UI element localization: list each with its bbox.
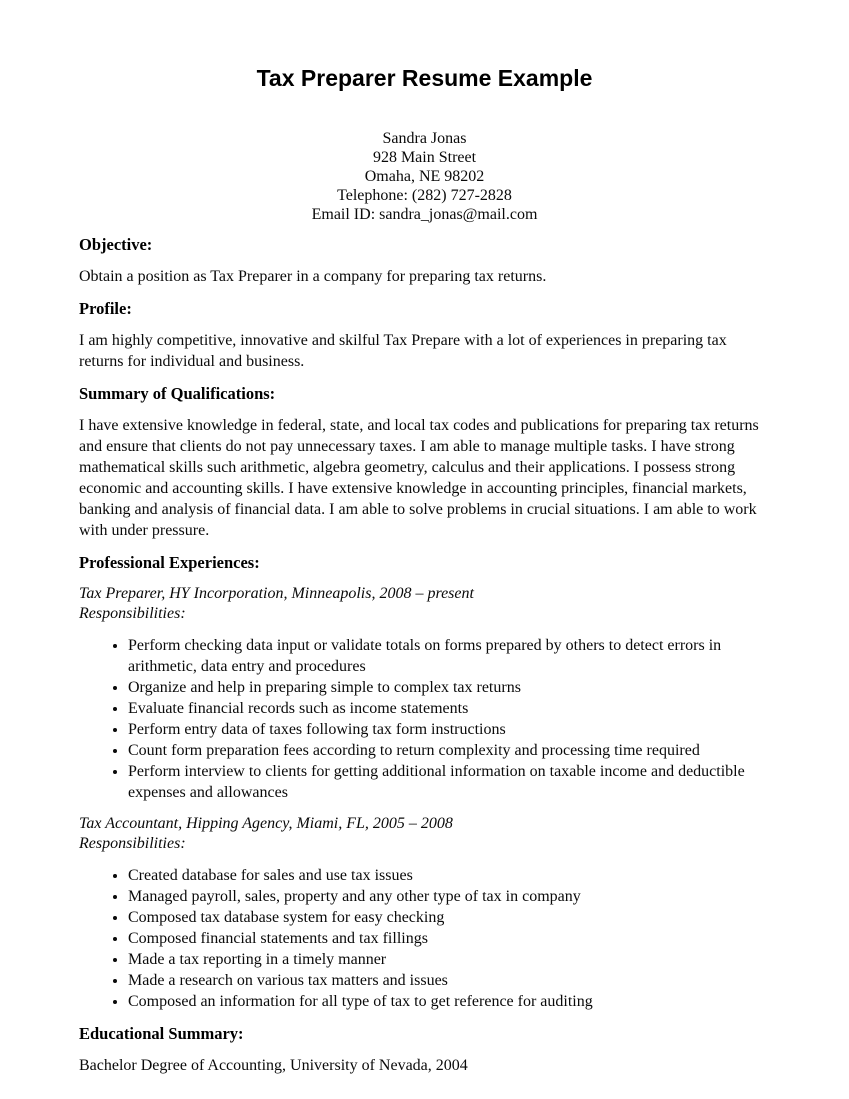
contact-street: 928 Main Street [372,149,477,166]
job-1-responsibilities-list [79,635,770,803]
responsibility-bullet-item: • Evaluate financial records such as income statements [128,698,770,719]
job-2-responsibilities-list [79,865,770,1012]
summary-of-qualifications-heading: Summary of Qualifications: [79,384,276,403]
contact-name: Sandra Jonas [382,130,467,147]
responsibility-bullet-item: • Created database for sales and use tax issues [128,865,770,886]
responsibility-bullet-item: • Made a tax reporting in a timely manner [128,949,770,970]
contact-email: Email ID: sandra_jonas@mail.com [311,206,538,223]
responsibility-bullet-item: • Perform checking data input or validate totals on forms prepared by others to detect errors in arithmetic, data entry and procedures [128,635,770,677]
profile-heading: Profile: [79,299,132,318]
educational-summary-text: Bachelor Degree of Accounting, University of Nevada, 2004 [79,1057,468,1074]
summary-of-qualifications-text: I have extensive knowledge in federal, state, and local tax codes and publications for preparing tax returns and ensure that clients do not pay unnecessary taxes. I am able to manage multiple tasks. I have strong mathematical skills such arithmetic, algebra geometry, calculus and their applications. I possess strong economic and accounting skills. I have extensive knowledge in accounting principles, financial markets, banking and analysis of financial data. I am able to solve problems in crucial situations. I am able to work with under pressure. [79,417,759,539]
responsibility-bullet-item: • Organize and help in preparing simple to complex tax returns [128,677,770,698]
contact-phone: Telephone: (282) 727-2828 [337,187,512,204]
objective-heading: Objective: [79,235,153,254]
responsibility-bullet-item: • Composed financial statements and tax fillings [128,928,770,949]
job-2-title-line: Tax Accountant, Hipping Agency, Miami, FL, 2005 – 2008 [79,815,453,832]
job-1-header [79,584,770,624]
responsibility-bullet-item: • Composed an information for all type of tax to get reference for auditing [128,991,770,1012]
responsibility-bullet-item: • Composed tax database system for easy checking [128,907,770,928]
objective-text: Obtain a position as Tax Preparer in a company for preparing tax returns. [79,268,547,285]
responsibility-bullet-item: • Managed payroll, sales, property and any other type of tax in company [128,886,770,907]
job-2-header [79,814,770,854]
responsibility-bullet-item: • Perform entry data of taxes following tax form instructions [128,719,770,740]
responsibility-bullet-item: • Made a research on various tax matters and issues [128,970,770,991]
profile-text: I am highly competitive, innovative and skilful Tax Prepare with a lot of experiences in preparing tax returns for individual and business. [79,332,727,370]
page-title: Tax Preparer Resume Example [256,65,593,91]
responsibility-bullet-item: • Count form preparation fees according to return complexity and processing time required [128,740,770,761]
job-1-responsibilities-label: Responsibilities: [79,605,186,622]
contact-city-state-zip: Omaha, NE 98202 [364,168,485,185]
professional-experiences-heading: Professional Experiences: [79,553,260,572]
job-2-responsibilities-label: Responsibilities: [79,835,186,852]
contact-block [79,129,770,224]
responsibility-bullet-item: • Perform interview to clients for getting additional information on taxable income and deductible expenses and allowances [128,761,770,803]
job-1-title-line: Tax Preparer, HY Incorporation, Minneapolis, 2008 – present [79,585,474,602]
educational-summary-heading: Educational Summary: [79,1024,244,1043]
